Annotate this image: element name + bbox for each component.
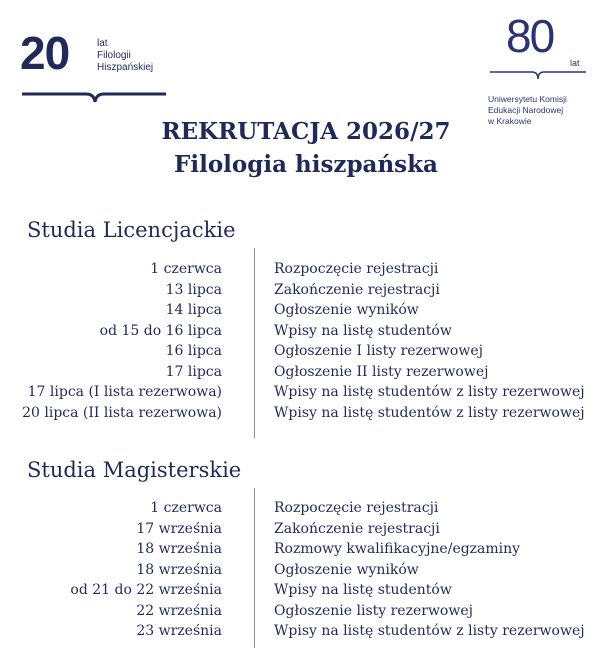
logo-right-number: 80: [506, 10, 554, 62]
schedule-event: Wpisy na listę studentów z listy rezerwowej: [274, 384, 585, 400]
schedule-event: Ogłoszenie II listy rezerwowej: [274, 363, 489, 380]
schedule-date: 17 września: [136, 520, 222, 537]
logo-left-text: [97, 38, 153, 74]
schedule-event: Ogłoszenie wyników: [274, 302, 419, 318]
schedule-date: 1 czerwca: [150, 500, 222, 516]
book-icon: [488, 68, 588, 82]
schedule-row: [0, 300, 612, 321]
schedule-row: [0, 382, 612, 403]
schedule-date: 23 września: [136, 623, 222, 639]
logo-left-number: 20: [20, 27, 70, 79]
schedule-date: 17 lipca: [165, 363, 222, 380]
schedule-event: Ogłoszenie I listy rezerwowej: [274, 343, 483, 359]
schedule-row: [0, 498, 612, 519]
logo-left-text-line: lat: [97, 38, 108, 49]
schedule-list-licencjackie: [0, 259, 612, 423]
schedule-row: [0, 362, 612, 383]
schedule-row: [0, 280, 612, 301]
schedule-event: Ogłoszenie wyników: [274, 561, 419, 578]
university-name-line: Edukacji Narodowej: [488, 105, 564, 115]
schedule-date: 1 czerwca: [150, 261, 222, 277]
schedule-row: [0, 403, 612, 424]
schedule-date: 16 lipca: [165, 343, 222, 359]
schedule-event: Rozpoczęcie rejestracji: [274, 500, 439, 516]
logo-left-text-line: Hiszpańskiej: [97, 62, 154, 73]
schedule-row: [0, 321, 612, 342]
logo-20-lat-filologii: [20, 27, 170, 110]
schedule-row: [0, 259, 612, 280]
schedule-event: Ogłoszenie listy rezerwowej: [274, 602, 473, 619]
section-title-magisterskie: Studia Magisterskie: [27, 458, 242, 482]
schedule-event: Zakończenie rejestracji: [274, 281, 440, 298]
schedule-date: 17 lipca (I lista rezerwowa): [27, 384, 222, 400]
schedule-row: [0, 621, 612, 642]
schedule-event: Wpisy na listę studentów: [274, 582, 452, 598]
page-title: REKRUTACJA 2026/27: [161, 118, 451, 145]
schedule-event: Rozmowy kwalifikacyjne/egzaminy: [274, 541, 521, 557]
schedule-date: 18 września: [136, 541, 222, 557]
schedule-date: od 21 do 22 września: [70, 582, 222, 598]
schedule-date: od 15 do 16 lipca: [99, 322, 222, 339]
schedule-list-magisterskie: [0, 498, 612, 642]
schedule-date: 14 lipca: [165, 302, 222, 318]
schedule-event: Wpisy na listę studentów: [274, 322, 452, 339]
schedule-row: [0, 539, 612, 560]
book-icon: [20, 90, 170, 104]
schedule-row: [0, 580, 612, 601]
schedule-date: 18 września: [136, 561, 222, 578]
schedule-event: Rozpoczęcie rejestracji: [274, 261, 439, 277]
schedule-event: Zakończenie rejestracji: [274, 520, 440, 537]
schedule-date: 13 lipca: [165, 281, 222, 298]
schedule-row: [0, 341, 612, 362]
schedule-date: 20 lipca (II lista rezerwowa): [22, 404, 222, 421]
section-title-licencjackie: Studia Licencjackie: [27, 218, 236, 242]
page-subtitle: Filologia hiszpańska: [174, 151, 438, 178]
schedule-event: Wpisy na listę studentów z listy rezerwowej: [274, 404, 585, 421]
logo-left-text-line: Filologii: [97, 50, 131, 61]
schedule-date: 22 września: [136, 602, 222, 619]
schedule-row: [0, 601, 612, 622]
logo-right-suffix: lat: [570, 58, 580, 68]
university-name-line: Uniwersytetu Komisji: [488, 94, 567, 104]
schedule-event: Wpisy na listę studentów z listy rezerwowej: [274, 623, 585, 639]
university-name-line: w Krakowie: [488, 116, 532, 126]
schedule-row: [0, 560, 612, 581]
schedule-row: [0, 519, 612, 540]
